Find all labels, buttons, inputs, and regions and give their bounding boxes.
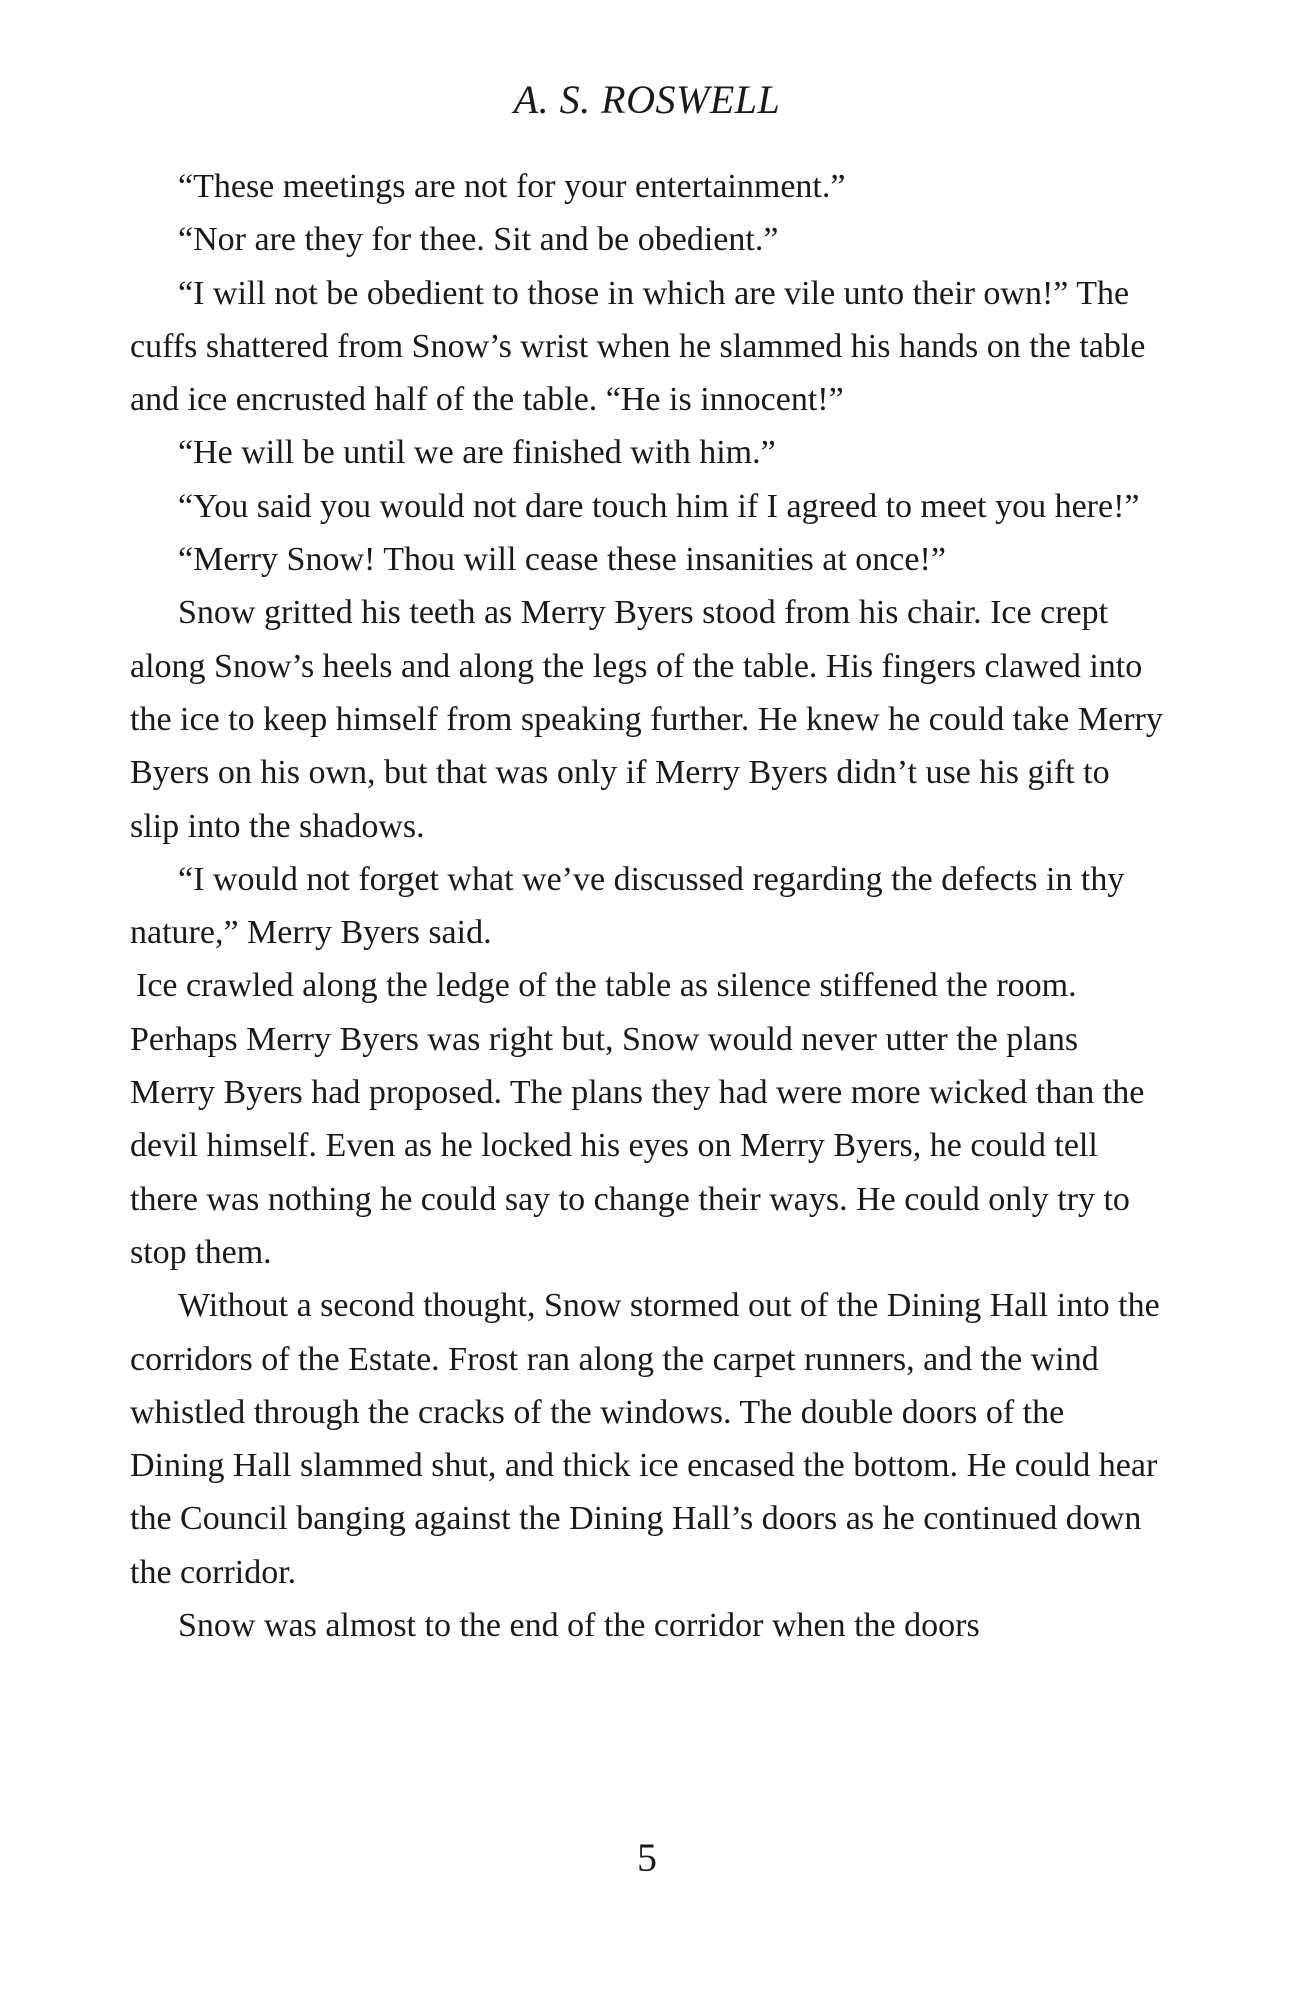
running-head-author: A. S. ROSWELL <box>513 77 781 122</box>
paragraph: “I would not forget what we’ve discussed regarding the defects in thy nature,” Merry Byers said. <box>130 860 1125 952</box>
page-body-text <box>130 160 1165 1652</box>
paragraph: “He will be until we are finished with him.” <box>178 434 776 472</box>
page-number: 5 <box>637 1835 657 1880</box>
paragraph: “You said you would not dare touch him if I agreed to meet you here!” <box>178 487 1140 525</box>
paragraph: “Nor are they for thee. Sit and be obedient.” <box>178 221 779 259</box>
paragraph: Ice crawled along the ledge of the table as silence stiffened the room. Perhaps Merry Byers was right but, Snow would never utter the plans Merry Byers had proposed. The plans they had were more wicked than the devil himself. Even as he locked his eyes on Merry Byers, he could tell there was nothing he could say to change their ways. He could only try to stop them. <box>130 967 1145 1271</box>
paragraph: “These meetings are not for your entertainment.” <box>178 168 846 205</box>
paragraph: Without a second thought, Snow stormed out of the Dining Hall into the corridors of the Estate. Frost ran along the carpet runners, and the wind whistled through the cracks of the windows. The double doors of the Dining Hall slammed shut, and thick ice encased the bottom. He could hear the Council banging against the Dining Hall’s doors as he continued down the corridor. <box>130 1287 1160 1591</box>
paragraph: Snow was almost to the end of the corridor when the doors <box>178 1607 980 1645</box>
paragraph: “Merry Snow! Thou will cease these insanities at once!” <box>178 541 946 579</box>
paragraph: “I will not be obedient to those in which are vile unto their own!” The cuffs shattered from Snow’s wrist when he slammed his hands on the table and ice encrusted half of the table. “He is innocent!” <box>130 274 1146 419</box>
paragraph: Snow gritted his teeth as Merry Byers stood from his chair. Ice crept along Snow’s heels and along the legs of the table. His fingers clawed into the ice to keep himself from speaking further. He knew he could take Merry Byers on his own, but that was only if Merry Byers didn’t use his gift to slip into the shadows. <box>130 594 1163 845</box>
